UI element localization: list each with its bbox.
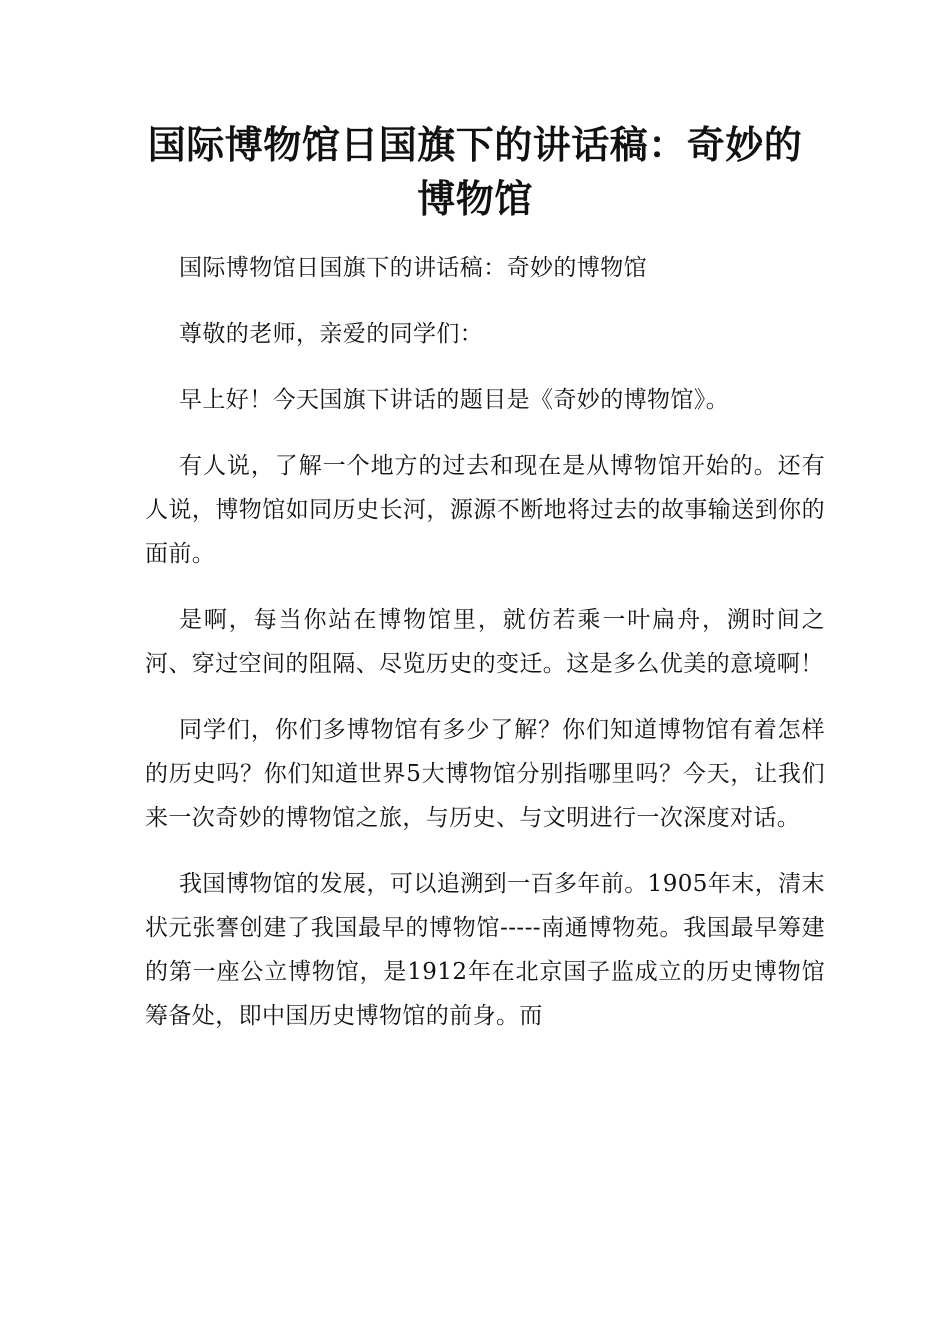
document-body xyxy=(145,246,825,1060)
paragraph: 有人说，了解一个地方的过去和现在是从博物馆开始的。还有人说，博物馆如同历史长河，源源不断地将过去的故事输送到你的面前。 xyxy=(145,453,825,567)
paragraph-greeting: 早上好！今天国旗下讲话的题目是《奇妙的博物馆》。 xyxy=(179,387,730,413)
document-title: 国际博物馆日国旗下的讲话稿：奇妙的博物馆 xyxy=(147,123,803,221)
paragraph-salutation: 尊敬的老师，亲爱的同学们： xyxy=(179,321,484,347)
paragraph: 我国博物馆的发展，可以追溯到一百多年前。1905年末，清末状元张謇创建了我国最早的博物馆-----南通博物苑。我国最早筹建的第一座公立博物馆，是1912年在北京国子监成立的历史博物馆筹备处，即中国历史博物馆的前身。而 xyxy=(145,871,825,1029)
paragraph: 同学们，你们多博物馆有多少了解？你们知道博物馆有着怎样的历史吗？你们知道世界5大博物馆分别指哪里吗？今天，让我们来一次奇妙的博物馆之旅，与历史、与文明进行一次深度对话。 xyxy=(145,717,825,831)
paragraph-subtitle: 国际博物馆日国旗下的讲话稿：奇妙的博物馆 xyxy=(179,255,647,281)
paragraph: 是啊，每当你站在博物馆里，就仿若乘一叶扁舟，溯时间之河、穿过空间的阻隔、尽览历史的变迁。这是多么优美的意境啊！ xyxy=(145,607,825,677)
